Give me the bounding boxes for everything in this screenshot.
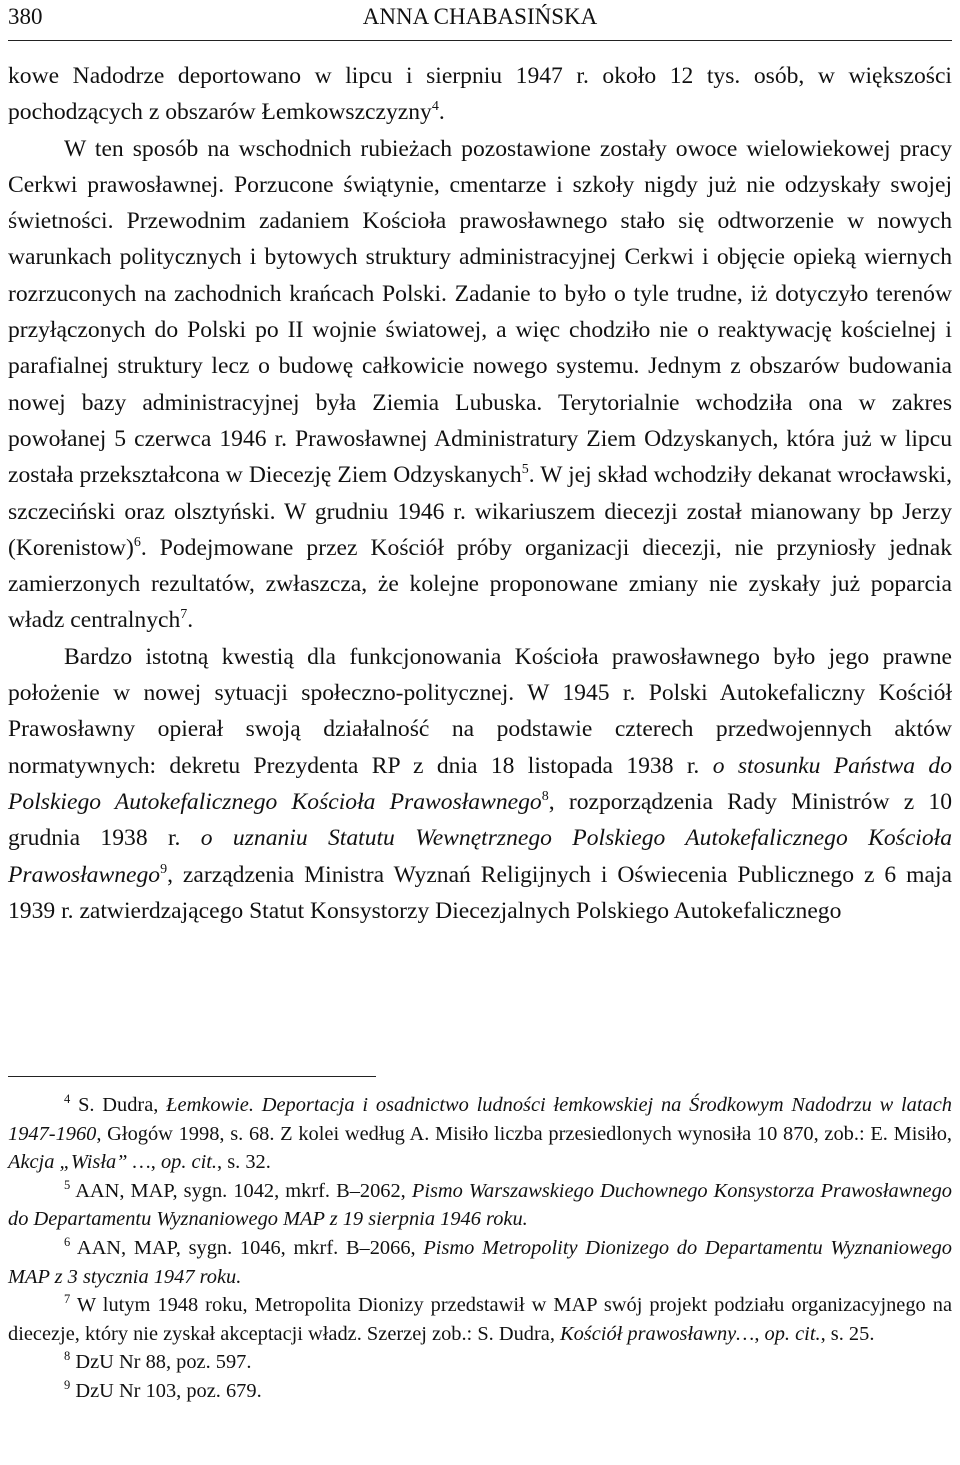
italic-title: Pismo Metropolity Dionizego do Departamentu Wyznaniowego MAP z 3 stycznia 1947 roku. bbox=[8, 1236, 952, 1288]
footnotes bbox=[8, 1091, 952, 1406]
footnote-number: 6 bbox=[64, 1234, 71, 1249]
page-number: 380 bbox=[8, 4, 43, 29]
main-text bbox=[8, 58, 952, 929]
footnote-number: 9 bbox=[64, 1377, 71, 1392]
italic-title: Łemkowie. Deportacja i osadnictwo ludności łemkowskiej na Środkowym Nadodrzu w latach 1947-1960 bbox=[8, 1094, 952, 1145]
text-span: , s. 32. bbox=[217, 1151, 271, 1174]
footnote-number: 5 bbox=[64, 1177, 71, 1192]
text-span: AAN, MAP, sygn. 1046, mkrf. B–2066, bbox=[76, 1236, 424, 1259]
text-span: . bbox=[438, 99, 445, 126]
text-span: , rozporządzenia Rady Ministrów z 10 grudnia 1938 r. bbox=[8, 788, 952, 852]
text-span: DzU Nr 88, poz. 597. bbox=[75, 1351, 252, 1374]
text-span: , bbox=[150, 1151, 161, 1174]
italic-title: op. cit. bbox=[160, 1151, 218, 1174]
footnote-number: 8 bbox=[64, 1349, 71, 1364]
footnote-9 bbox=[8, 1377, 952, 1406]
text-span: AAN, MAP, sygn. 1042, mkrf. B–2062, bbox=[75, 1179, 412, 1202]
text-span: , Głogów 1998, s. 68. Z kolei według A. Misiło liczba przesiedlonych wynosiła 10 870, zob.: E. Misiło, bbox=[96, 1122, 952, 1145]
text-span: , bbox=[754, 1322, 765, 1345]
footnote-5 bbox=[8, 1177, 952, 1234]
footnote-8 bbox=[8, 1348, 952, 1377]
page-header bbox=[8, 0, 952, 34]
text-span: S. Dudra, bbox=[78, 1094, 167, 1116]
footnote-ref: 6 bbox=[133, 534, 141, 550]
footnote-rule bbox=[8, 1076, 376, 1077]
paragraph-1 bbox=[8, 58, 952, 131]
footnote-ref: 7 bbox=[180, 607, 188, 623]
paragraph-2 bbox=[8, 131, 952, 639]
footnote-number: 4 bbox=[64, 1092, 71, 1106]
italic-title: op. cit. bbox=[764, 1322, 821, 1345]
footnote-4 bbox=[8, 1091, 952, 1177]
footnote-ref: 8 bbox=[541, 788, 549, 804]
footnote-ref: 5 bbox=[521, 462, 529, 478]
text-span: W ten sposób na wschodnich rubieżach pozostawione zostały owoce wielowiekowej pracy Cerkwi prawosławnej. Porzucone świątynie, cmentarze i szkoły nigdy już nie odzyskały swojej świetności. Przewodnim zadaniem Kościoła prawosławnego stało się odtworzenie w nowych warunkach politycznych i bytowych struktury administracyjnej Cerkwi i objęcie opieką wiernych rozrzuconych na zachodnich krańcach Polski. Zadanie to było o tyle trudne, iż dotyczyło terenów przyłączonych do Polski po II wojnie światowej, a więc chodziło nie o reaktywację kościelnej i parafialnej struktury lecz o budowę całkowicie nowego systemu. Jednym z obszarów budowania nowej bazy administracyjnej była Ziemia Lubuska. Terytorialnie wchodziła ona w zakres powołanej 5 czerwca 1946 r. Prawosławnej Administratury Ziem Odzyskanych, która już w lipcu została przekształcona w Diecezję Ziem Odzyskanych bbox=[8, 135, 952, 489]
text-span: W lutym 1948 roku, Metropolita Dionizy przedstawił w MAP swój projekt podziału organizacyjnego na diecezje, który nie zyskał akceptacji władz. Szerzej zob.: S. Dudra, bbox=[8, 1294, 953, 1345]
text-span: DzU Nr 103, poz. 679. bbox=[75, 1379, 262, 1402]
italic-title: Akcja „Wisła” … bbox=[8, 1151, 151, 1174]
footnote-number: 7 bbox=[64, 1292, 71, 1307]
text-span: . bbox=[187, 607, 194, 634]
text-span: . W jej skład wchodziły dekanat wrocławski, szczeciński oraz olsztyński. W grudniu 1946 r. wikariuszem diecezji został mianowany bp Jerzy (Korenistow) bbox=[8, 462, 952, 561]
header-rule bbox=[8, 40, 952, 41]
footnote-7 bbox=[8, 1291, 952, 1348]
text-span: , s. 25. bbox=[820, 1322, 875, 1345]
text-span: Bardzo istotną kwestią dla funkcjonowania Kościoła prawosławnego było jego prawne położenie w nowej sytuacji społeczno-politycznej. W 1945 r. Polski Autokefaliczny Kościół Prawosławny opierał swoją działalność na podstawie czterech przedwojennych aktów normatywnych: dekretu Prezydenta RP z dnia 18 listopada 1938 r. bbox=[8, 643, 952, 779]
text-span: . Podejmowane przez Kościół próby organizacji diecezji, nie przyniosły jednak zamierzonych rezultatów, zwłaszcza, że kolejne proponowane zmiany nie zyskały już poparcia władz centralnych bbox=[8, 534, 952, 634]
italic-title: o stosunku Państwa do Polskiego Autokefalicznego Kościoła Prawosławnego bbox=[8, 752, 952, 815]
footnote-ref: 4 bbox=[431, 99, 439, 115]
text-span: , zarządzenia Ministra Wyznań Religijnych i Oświecenia Publicznego z 6 maja 1939 r. zatwierdzającego Statut Konsystorzy Diecezjalnych Polskiego Autokefalicznego bbox=[8, 861, 952, 924]
italic-title: Kościół prawosławny… bbox=[560, 1322, 755, 1345]
footnote-ref: 9 bbox=[160, 861, 168, 877]
italic-title: o uznaniu Statutu Wewnętrznego Polskiego Autokefalicznego Kościoła Prawosławnego bbox=[8, 825, 952, 888]
italic-title: Pismo Warszawskiego Duchownego Konsystorza Prawosławnego do Departamentu Wyznaniowego MAP z 19 sierpnia 1946 roku. bbox=[8, 1179, 952, 1231]
running-head: ANNA CHABASIŃSKA bbox=[362, 4, 598, 29]
text-span: kowe Nadodrze deportowano w lipcu i sierpniu 1947 r. około 12 tys. osób, w większości pochodzących z obszarów Łemkowszczyzny bbox=[8, 63, 952, 126]
footnote-6 bbox=[8, 1234, 952, 1291]
paragraph-3 bbox=[8, 639, 952, 929]
